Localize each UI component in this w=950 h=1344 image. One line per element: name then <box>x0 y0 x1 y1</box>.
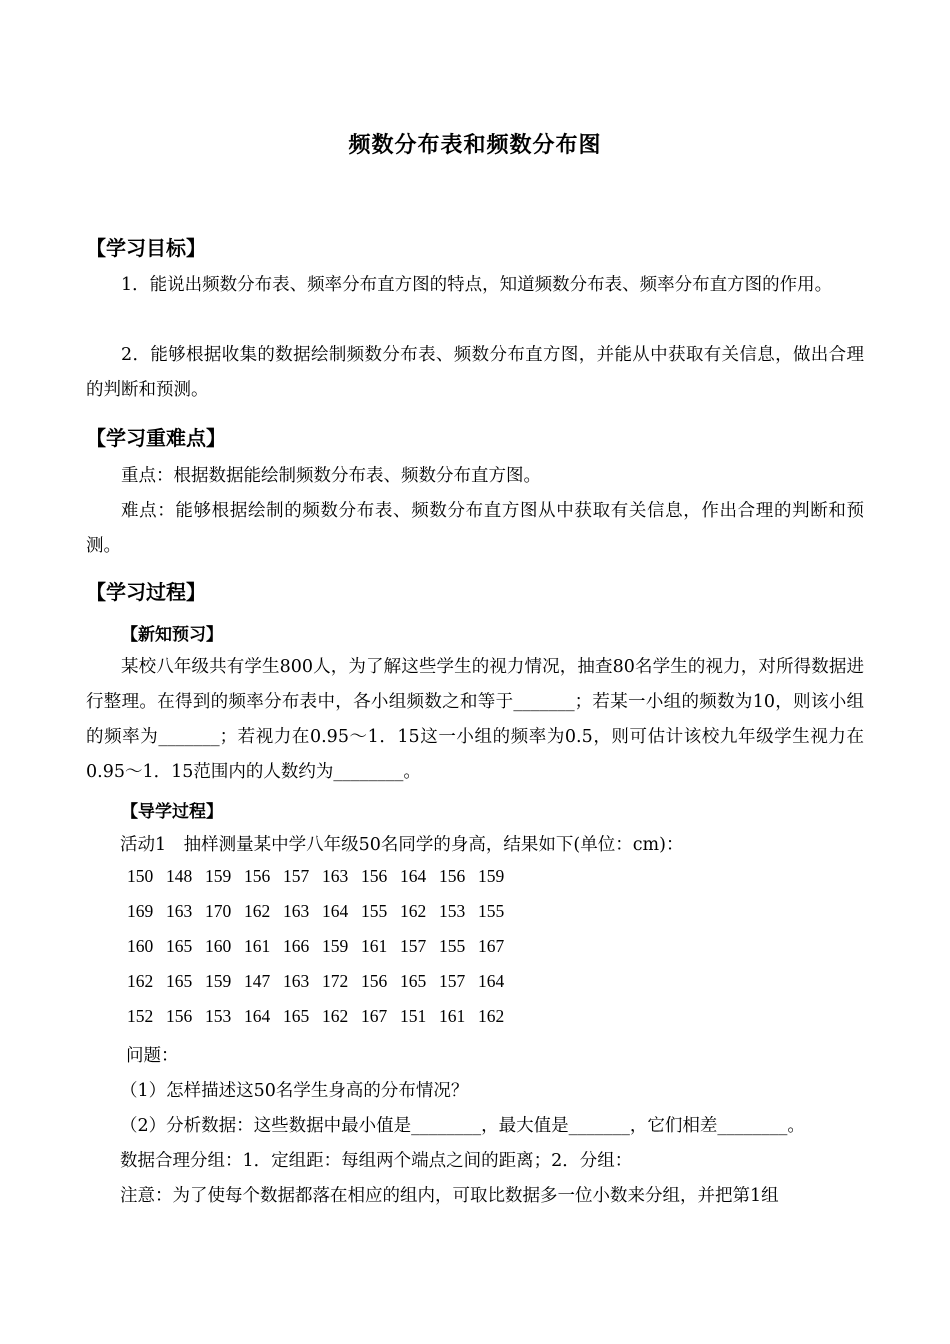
data-row: 169 163 170 162 163 164 155 162 153 155 <box>127 901 505 921</box>
data-row: 162 165 159 147 163 172 156 165 157 164 <box>127 971 505 991</box>
guide-heading: 【导学过程】 <box>121 802 223 822</box>
goal-item-2: 2．能够根据收集的数据绘制频数分布表、频数分布直方图，并能从中获取有关信息，做出合理的判断和预测。 <box>86 345 864 400</box>
preview-heading: 【新知预习】 <box>121 625 223 645</box>
question-label: 问题： <box>126 1046 179 1066</box>
goal-item-1: 1．能说出频数分布表、频率分布直方图的特点，知道频数分布表、频率分布直方图的作用。 <box>121 275 833 295</box>
difficult-point: 难点：能够根据绘制的频数分布表、频数分布直方图从中获取有关信息，作出合理的判断和预测。 <box>86 501 864 556</box>
data-row: 160 165 160 161 166 159 161 157 155 167 <box>127 936 505 956</box>
note-text: 注意：为了使每个数据都落在相应的组内，可取比数据多一位小数来分组，并把第1组 <box>120 1186 779 1206</box>
goals-heading: 【学习目标】 <box>86 236 206 260</box>
grouping-text: 数据合理分组：1．定组距：每组两个端点之间的距离；2．分组： <box>120 1151 633 1171</box>
data-row: 150 148 159 156 157 163 156 164 156 159 <box>127 866 505 886</box>
page-title: 频数分布表和频数分布图 <box>348 132 602 158</box>
process-heading: 【学习过程】 <box>86 580 206 604</box>
data-row: 152 156 153 164 165 162 167 151 161 162 <box>127 1006 505 1026</box>
question-2: （2）分析数据：这些数据中最小值是________，最大值是_______，它们相差________。 <box>120 1116 805 1136</box>
question-1: （1）怎样描述这50名学生身高的分布情况？ <box>120 1081 469 1101</box>
activity-text: 活动1 抽样测量某中学八年级50名同学的身高，结果如下(单位：cm)： <box>120 835 684 855</box>
key-point: 重点：根据数据能绘制频数分布表、频数分布直方图。 <box>121 466 541 486</box>
preview-text: 某校八年级共有学生800人，为了解这些学生的视力情况，抽查80名学生的视力，对所得数据进行整理。在得到的频率分布表中，各小组频数之和等于_______；若某一小组的频数为10，则该小组的频率为_______；若视力在0.95～1．15这一小组的频率为0.5，则可估计该校九年级学生视力在0.95～1．15范围内的人数约为________。 <box>86 657 864 782</box>
keypoints-heading: 【学习重难点】 <box>86 426 226 450</box>
